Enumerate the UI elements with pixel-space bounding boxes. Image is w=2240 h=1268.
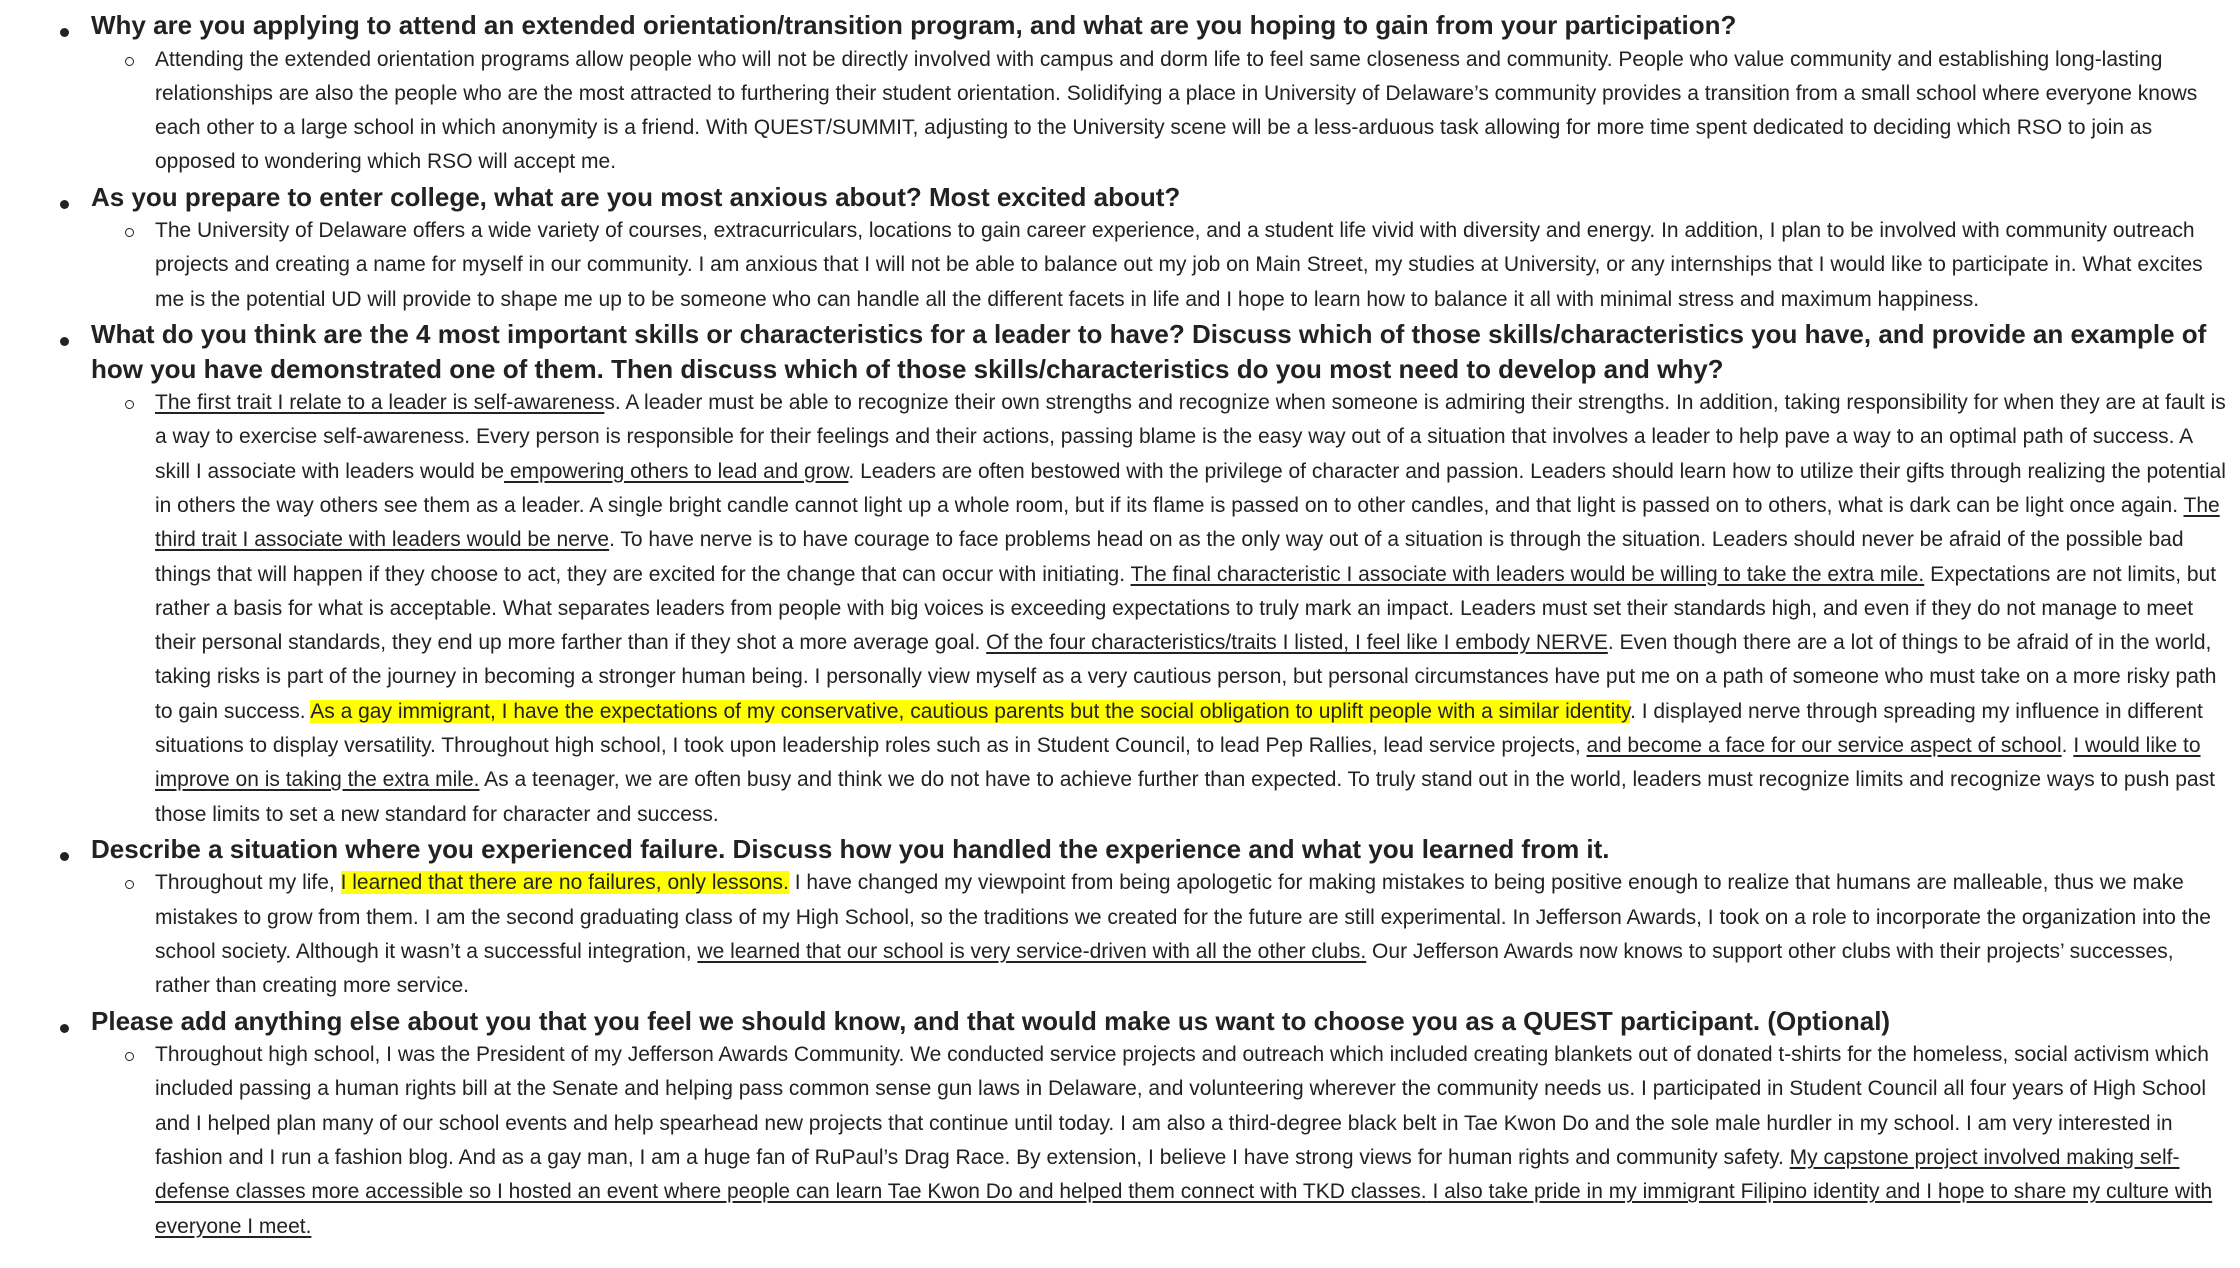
question-item-2 [0, 180, 2240, 317]
answer-text: . Even though there are a lot of things to be afraid of in the world, taking risks is part of the journey in becoming a stronger human being. I personally view myself as a very cautious person, but personal circumstances have put me on a path of someone who must take on a more risky path to gain success. [155, 631, 2217, 723]
underlined-text: empowering others to lead and grow [504, 459, 849, 483]
answer-list [91, 386, 2240, 832]
answer-paragraph [91, 43, 2240, 180]
underlined-text: The third trait I associate with leaders would be nerve [155, 493, 2220, 552]
answer-text: . Leaders are often bestowed with the privilege of character and passion. Leaders should learn how to utilize their gifts through realizing the potential in others the way others see them as a leader. A single bright candle cannot light up a whole room, but if its flame is passed on to other candles, and that light is passed on to others, what is dark can be light once again. [155, 459, 2226, 517]
highlighted-text: I learned that there are no failures, only lessons. [340, 871, 789, 895]
underlined-text: I would like to improve on is taking the extra mile. [155, 734, 2201, 792]
answer-text: s. A leader must be able to recognize their own strengths and recognize when someone is admiring their strengths. In addition, taking responsibility for when they are at fault is a way to exercise self-awareness. Every person is responsible for their feelings and their actions, passing blame is the easy way out of a situation that involves a leader to help pave a way to an optimal path of success. A skill I associate with leaders would be [155, 391, 2226, 483]
answer-paragraph [91, 214, 2240, 317]
question-text: Describe a situation where you experienced failure. Discuss how you handled the experience and what you learned from it. [91, 833, 1610, 864]
underlined-text: I also take pride in my immigrant Filipino identity and I hope to share my culture with everyone I meet. [155, 1180, 2213, 1238]
answer-text: . [2061, 734, 2074, 758]
question-text: What do you think are the 4 most important skills or characteristics for a leader to have? Discuss which of those skills/characteristics you have, and provide an example of how you have demonstrated one of them. Then discuss which of those skills/characteristics do you most need to develop and why? [91, 319, 2207, 384]
answer-text: Attending the extended orientation programs allow people who will not be directly involved with campus and dorm life to feel same closeness and community. People who value community and establishing long-lasting relationships are also the people who are the most attracted to furthering their student orientation. Solidifying a place in University of Delaware’s community provides a transition from a small school where everyone knows each other to a large school in which anonymity is a friend. With QUEST/SUMMIT, adjusting to the University scene will be a less-arduous task allowing for more time spent dedicated to deciding which RSO to join as opposed to wondering which RSO will accept me. [155, 47, 2198, 174]
question-item-3 [0, 317, 2240, 832]
question-item-1 [0, 8, 2240, 180]
underlined-text: The first trait I relate to a leader is self-awarenes [155, 391, 605, 415]
underlined-text: The final characteristic I associate with leaders would be willing to take the extra mile. [1130, 562, 1925, 586]
answer-list [91, 1038, 2240, 1244]
question-list [0, 8, 2240, 1244]
answer-text: . To have nerve is to have courage to face problems head on as the only way out of a situation is through the situation. Leaders should never be afraid of the possible bad things that will happen if they choose to act, they are excited for the change that can occur with initiating. [155, 528, 2184, 586]
question-text: Please add anything else about you that you feel we should know, and that would make us want to choose you as a QUEST participant. (Optional) [91, 1005, 1891, 1036]
answer-text: Throughout high school, I was the President of my Jefferson Awards Community. We conducted service projects and outreach which included creating blankets out of donated t-shirts for the homeless, social activism which included passing a human rights bill at the Senate and helping pass common sense gun laws in Delaware, and volunteering wherever the community needs us. I participated in Student Council all four years of High School and I helped plan many of our school events and help spearhead new projects that continue until today. I am also a third-degree black belt in Tae Kwon Do and the sole male hurdler in my school. I am very interested in fashion and I run a fashion blog. And as a gay man, I am a huge fan of RuPaul’s Drag Race. By extension, I believe I have strong views for human rights and community safety. [155, 1043, 2209, 1170]
answer-text: As a teenager, we are often busy and think we do not have to achieve further than expected. To truly stand out in the world, leaders must recognize limits and recognize ways to push past those limits to set a new standard for character and success. [155, 768, 2215, 826]
answer-text: Throughout my life, [155, 871, 341, 895]
question-item-4 [0, 832, 2240, 1004]
answer-text: The University of Delaware offers a wide variety of courses, extracurriculars, locations to gain career experience, and a student life vivid with diversity and energy. In addition, I plan to be involved with community outreach projects and creating a name for myself in our community. I am anxious that I will not be able to balance out my job on Main Street, my studies at University, or any internships that I would like to participate in. What excites me is the potential UD will provide to shape me up to be someone who can handle all the different facets in life and I hope to learn how to balance it all with minimal stress and maximum happiness. [155, 219, 2203, 311]
answer-paragraph [91, 386, 2240, 832]
answer-text: Our Jefferson Awards now knows to support other clubs with their projects’ successes, rather than creating more service. [155, 940, 2174, 998]
underlined-text: we learned that our school is very service-driven with all the other clubs. [697, 940, 1367, 964]
question-text: Why are you applying to attend an extended orientation/transition program, and what are you hoping to gain from your participation? [91, 10, 1737, 40]
question-text: As you prepare to enter college, what are you most anxious about? Most excited about? [91, 181, 1181, 212]
answer-list [91, 866, 2240, 1003]
answer-text: . I displayed nerve through spreading my influence in different situations to display versatility. Throughout high school, I took upon leadership roles such as in Student Council, to lead Pep Rallies, lead service projects, [155, 699, 2203, 758]
question-item-5 [0, 1004, 2240, 1244]
answer-paragraph [91, 866, 2240, 1003]
underlined-text: and become a face for our service aspect of school [1586, 734, 2062, 758]
highlighted-text: As a gay immigrant, I have the expectations of my conservative, cautious parents but the social obligation to uplift people with a similar identity [310, 699, 1631, 723]
answer-text: Expectations are not limits, but rather a basis for what is acceptable. What separates leaders from people with big voices is exceeding expectations to truly mark an impact. Leaders must set their standards high, and even if they do not manage to meet their personal standards, they end up more farther than if they shot a more average goal. [155, 562, 2217, 655]
answer-paragraph [91, 1038, 2240, 1244]
underlined-text: My capstone project involved making self-defense classes more accessible so I hosted an event where people can learn Tae Kwon Do and helped them connect with TKD classes. [155, 1146, 2180, 1204]
answer-list [91, 43, 2240, 180]
underlined-text: Of the four characteristics/traits I listed, I feel like I embody NERVE [986, 631, 1608, 655]
answer-text: I have changed my viewpoint from being apologetic for making mistakes to being positive enough to realize that humans are malleable, thus we make mistakes to grow from them. I am the second graduating class of my High School, so the traditions we created for the future are still experimental. In Jefferson Awards, I took on a role to incorporate the organization into the school society. Although it wasn’t a successful integration, [155, 871, 2211, 964]
answer-list [91, 214, 2240, 317]
